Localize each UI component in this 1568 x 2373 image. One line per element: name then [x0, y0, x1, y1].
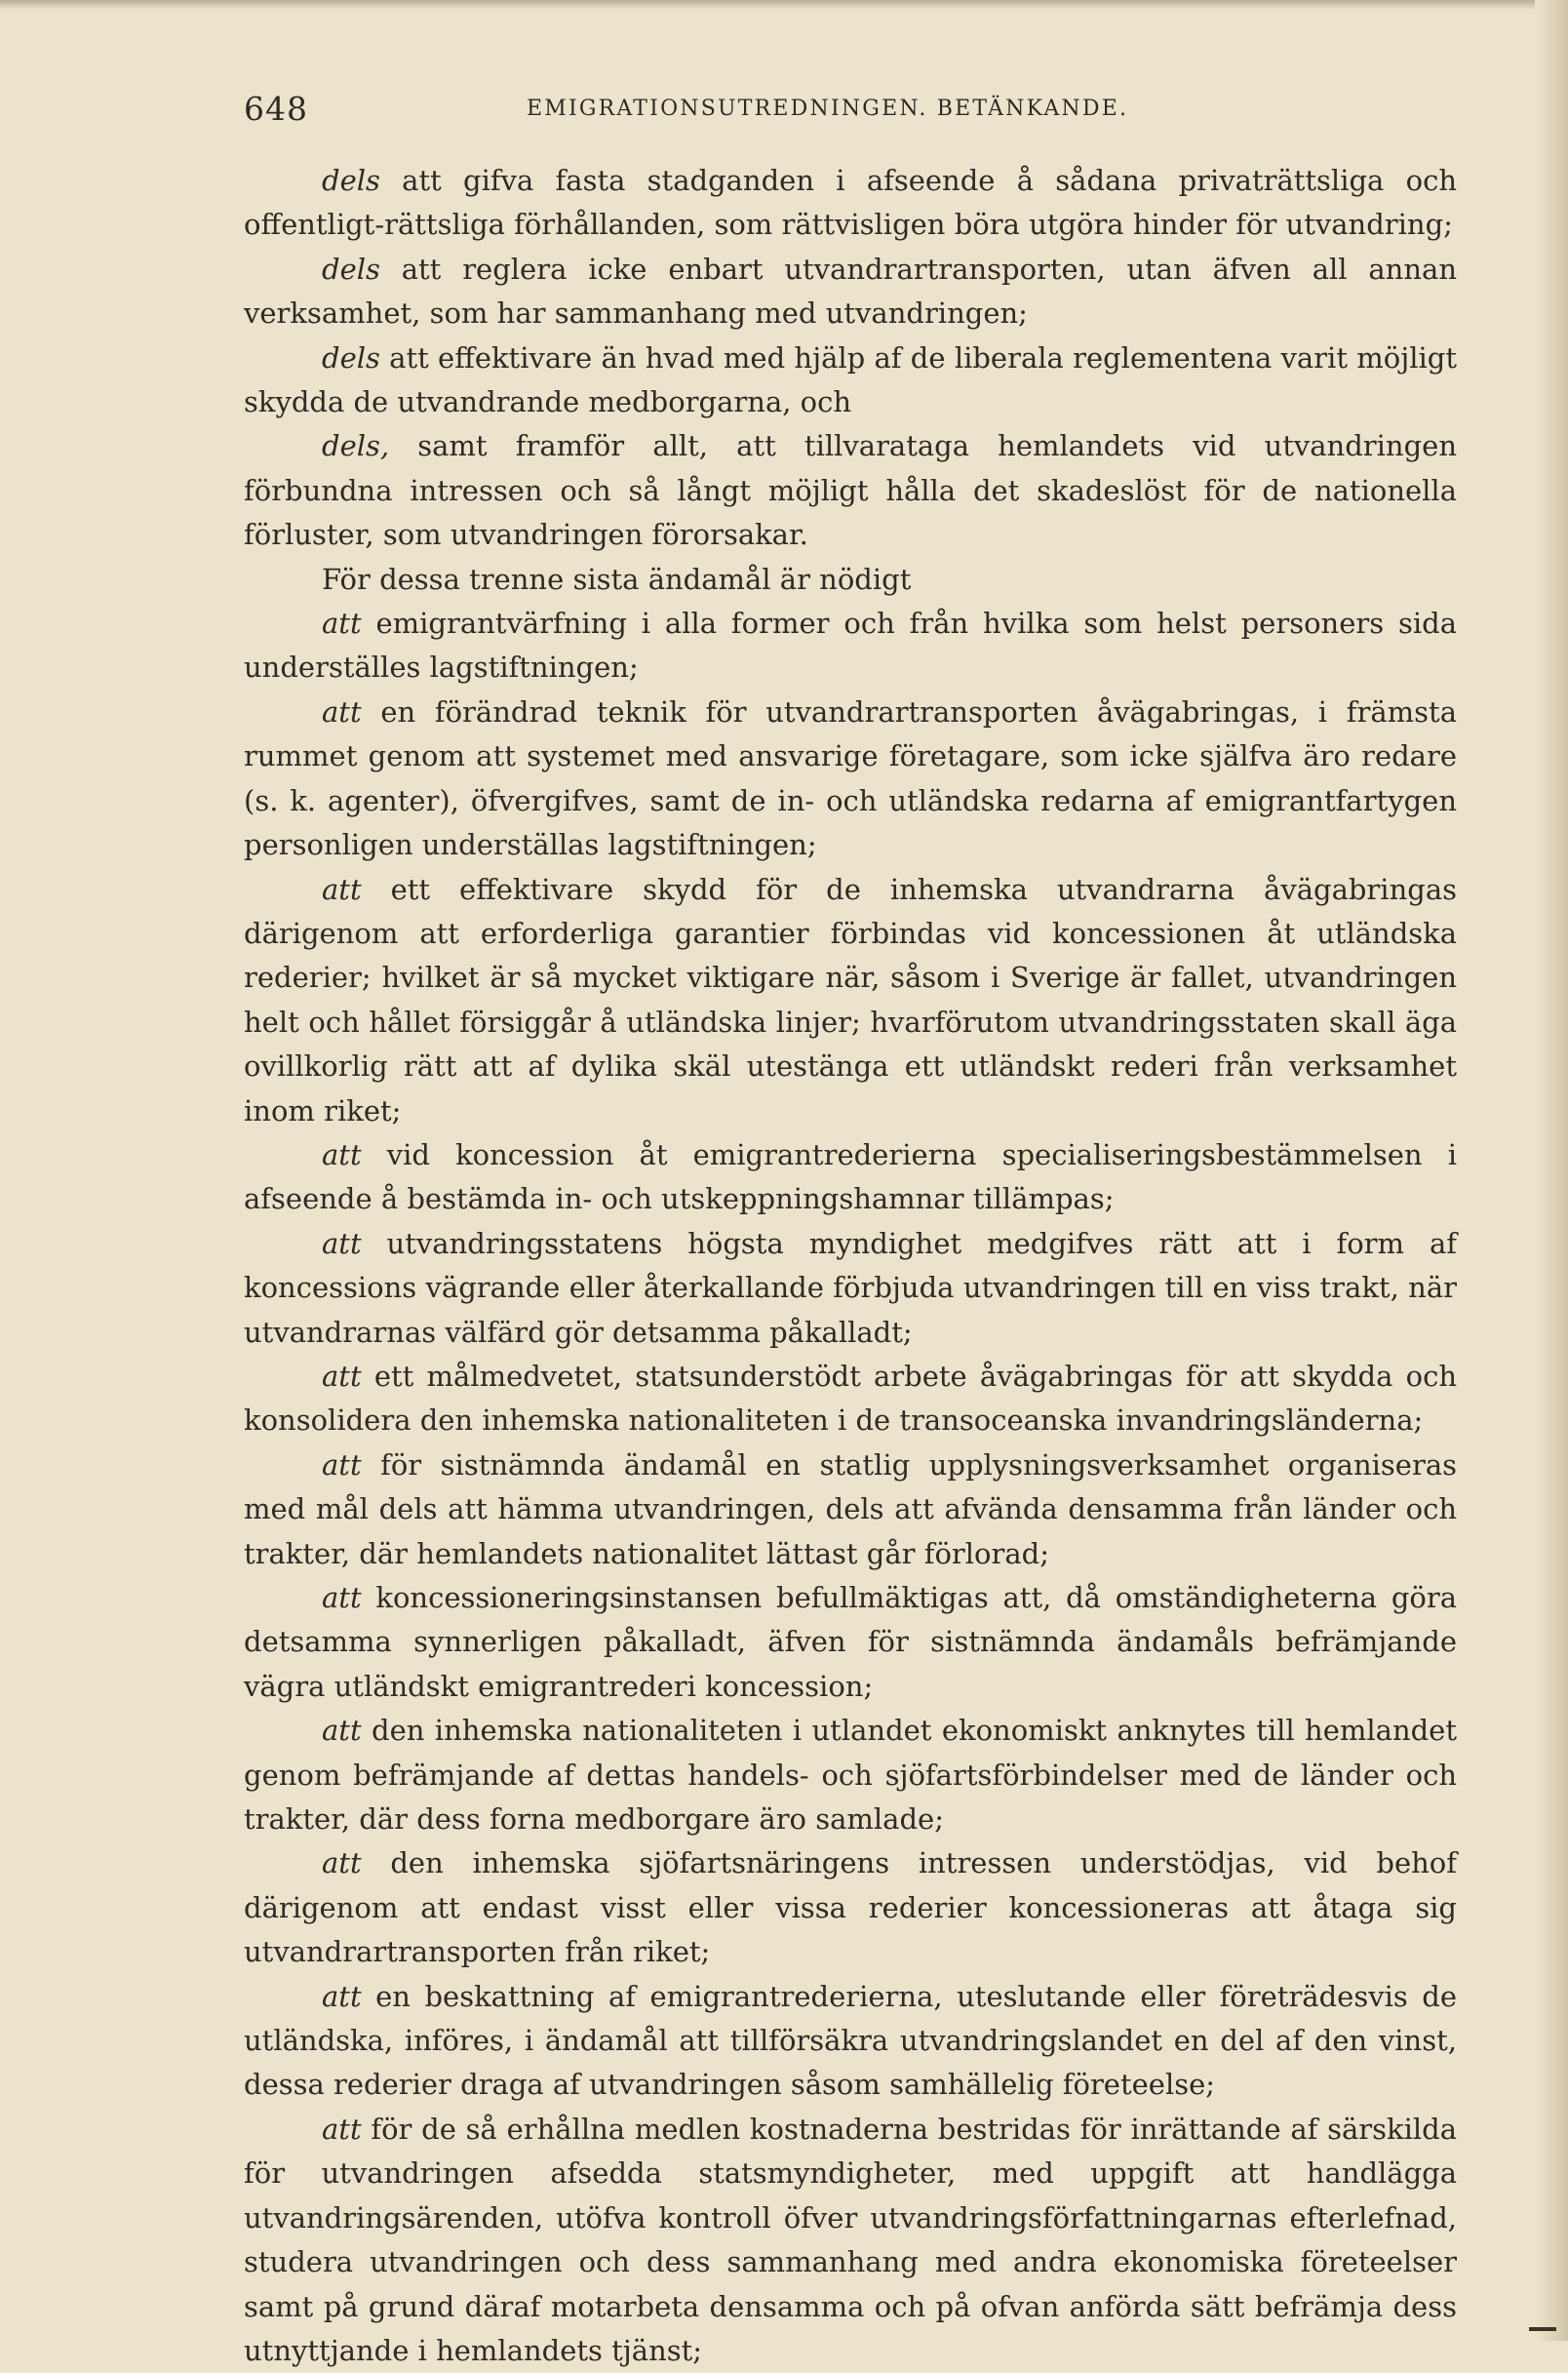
- paragraph-lead: att: [322, 1979, 362, 2013]
- paragraph-lead: att: [322, 1447, 362, 1482]
- paragraph-lead: dels: [322, 340, 380, 375]
- paragraph-text: samt framför allt, att tillvarataga hemlandets vid utvandringen förbundna intressen och så långt möjligt hålla det skadeslöst för de nationella förluster, som utvandringen förorsakar.: [244, 429, 1457, 552]
- paragraph-lead: att: [322, 1226, 362, 1260]
- paragraph: [244, 2108, 1457, 2373]
- paragraph: [244, 336, 1457, 425]
- paragraph-text: en förändrad teknik för utvandrartransporten åvägabringas, i främsta rummet genom att systemet med ansvarige företagare, som icke själfva äro redare (s. k. agenter), öfvergifves, samt de in- och utländska redarna af emigrantfartygen personligen underställas lagstiftningen;: [244, 694, 1457, 862]
- paragraph: [244, 1355, 1457, 1444]
- page-corner-mark: [1529, 2306, 1556, 2331]
- paragraph: [244, 868, 1457, 1133]
- paragraph-text: vid koncession åt emigrantrederierna specialiseringsbestämmelsen i afseende å bestämda in- och utskeppningshamnar tillämpas;: [244, 1137, 1457, 1216]
- paragraph-text: den inhemska sjöfartsnäringens intressen understödjas, vid behof därigenom att endast visst eller vissa rederier koncessioneras att åtaga sig utvandrartransporten från riket;: [244, 1846, 1457, 1969]
- paragraph-text: att reglera icke enbart utvandrartransporten, utan äfven all annan verksamhet, som har sammanhang med utvandringen;: [244, 252, 1457, 331]
- paragraph-lead: att: [322, 872, 362, 906]
- paragraph-text: ett effektivare skydd för de inhemska utvandrarna åvägabringas därigenom att erforderliga garantier förbindas vid koncessionen åt utländska rederier; hvilket är så mycket viktigare när, såsom i Sverige är fallet, utvandringen helt och hållet försiggår å utländska linjer; hvarförutom utvandringsstaten skall äga ovillkorlig rätt att af dylika skäl utestänga ett utländskt rederi från verksamhet inom riket;: [244, 872, 1457, 1127]
- paragraph-text: för sistnämnda ändamål en statlig upplysningsverksamhet organiseras med mål dels att hämma utvandringen, dels att afvända densamma från länder och trakter, där hemlandets nationalitet lättast går förlorad;: [244, 1447, 1457, 1570]
- paragraph-lead: att: [322, 694, 362, 729]
- paragraph-lead: att: [322, 1581, 362, 1614]
- paragraph-text: för de så erhållna medlen kostnaderna bestridas för inrättande af särskilda för utvandringen afsedda statsmyndigheter, med uppgift att handlägga utvandringsärenden, utöfva kontroll öfver utvandringsförfattningarnas efterlefnad, studera utvandringen och dess sammanhang med andra ekonomiska företeelser samt på grund däraf motarbeta densamma och på ofvan anförda sätt befrämja dess utnyttjande i hemlandets tjänst;: [244, 2112, 1457, 2367]
- paragraph: [244, 1133, 1457, 1222]
- paragraph: [244, 1841, 1457, 1974]
- paragraph: [244, 1709, 1457, 1841]
- paragraph-text: en beskattning af emigrantrederierna, uteslutande eller företrädesvis de utländska, införes, i ändamål att tillförsäkra utvandringslandet en del af den vinst, dessa rederier draga af utvandringen såsom samhällelig företeelse;: [244, 1979, 1457, 2102]
- paragraph: [244, 424, 1457, 557]
- paragraph-lead: att: [322, 1714, 362, 1748]
- paragraph-lead: dels: [322, 164, 380, 197]
- paragraph-lead: att: [322, 1359, 362, 1393]
- paragraph-text: att gifva fasta stadganden i afseende å sådana privaträttsliga och offentligt-rättsliga förhållanden, som rättvisligen böra utgöra hinder för utvandring;: [244, 164, 1457, 242]
- paragraph-text: emigrantvärfning i alla former och från hvilka som helst personers sida underställes lagstiftningen;: [244, 607, 1457, 685]
- paragraph-text: koncessioneringsinstansen befullmäktigas att, då omständigheterna göra detsamma synnerligen påkalladt, äfven för sistnämnda ändamåls befrämjande vägra utländskt emigrantrederi koncession;: [244, 1581, 1457, 1703]
- paragraph-lead: att: [322, 2112, 362, 2146]
- paragraph: [244, 1444, 1457, 1576]
- paragraph: [244, 602, 1457, 691]
- paragraph: [244, 159, 1457, 248]
- paragraph-text: att effektivare än hvad med hjälp af de liberala reglementena varit möjligt skydda de utvandrande medborgarna, och: [244, 340, 1457, 419]
- paragraph: [244, 1576, 1457, 1709]
- body-text: [244, 159, 1457, 2373]
- page-header: [244, 90, 1463, 129]
- paragraph: [244, 248, 1457, 336]
- paragraph-lead: dels,: [322, 429, 390, 463]
- paragraph-lead: att: [322, 1137, 362, 1171]
- paragraph-text: utvandringsstatens högsta myndighet medgifves rätt att i form af koncessions vägrande eller återkallande förbjuda utvandringen till en viss trakt, när utvandrarnas välfärd gör detsamma påkalladt;: [244, 1226, 1457, 1349]
- page-gutter-shadow: [1535, 0, 1568, 2341]
- paragraph: [244, 1975, 1457, 2108]
- running-head: EMIGRATIONSUTREDNINGEN. BETÄNKANDE.: [527, 97, 1129, 121]
- paragraph: [244, 1222, 1457, 1355]
- paragraph-lead: dels: [322, 252, 380, 286]
- paragraph-lead: att: [322, 1846, 362, 1880]
- paragraph-text: ett målmedvetet, statsunderstödt arbete åvägabringas för att skydda och konsolidera den inhemska nationaliteten i de transoceanska invandringsländerna;: [244, 1359, 1457, 1438]
- paragraph-lead: att: [322, 607, 362, 641]
- paragraph-text: den inhemska nationaliteten i utlandet ekonomiskt anknytes till hemlandet genom befrämjande af dettas handels- och sjöfartsförbindelser med de länder och trakter, där dess forna medborgare äro samlade;: [244, 1714, 1457, 1837]
- page-number: 648: [244, 90, 308, 128]
- paragraph: [244, 691, 1457, 868]
- paragraph: [244, 558, 1457, 602]
- paragraph-text: För dessa trenne sista ändamål är nödigt: [322, 562, 912, 596]
- page-edge-shadow: [0, 0, 1568, 10]
